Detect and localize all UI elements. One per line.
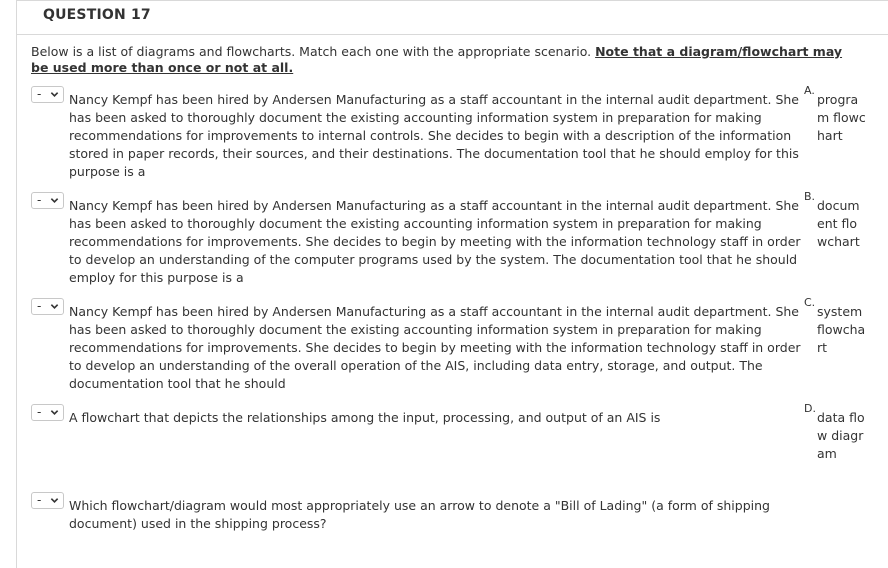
question-prompt-4: A flowchart that depicts the relationships among the input, processing, and output of an AIS is <box>69 410 661 425</box>
option-text: program flowchart <box>817 92 866 143</box>
answer-select-2[interactable] <box>31 192 64 209</box>
answer-select-3[interactable] <box>31 298 64 315</box>
question-prompt-3: Nancy Kempf has been hired by Andersen Manufacturing as a staff accountant in the internal audit department. She has been asked to thoroughly document the existing accounting information system in preparation for making recommendations for improvements. She decides to begin by meeting with the information technology staff in order to develop an understanding of the overall operation of the AIS, including data entry, storage, and output. The documentation tool that he should <box>69 304 801 391</box>
option-text: document flowchart <box>817 198 860 249</box>
option-letter: C. <box>804 296 816 309</box>
answer-select-4[interactable] <box>31 404 64 421</box>
question-prompt-2: Nancy Kempf has been hired by Andersen Manufacturing as a staff accountant in the internal audit department. She has been asked to thoroughly document the existing accounting information system in preparation for making recommendations for improvements. She decides to begin by meeting with the information technology staff in order to develop an understanding of the computer programs used by the system. The documentation tool that he should employ for this purpose is a <box>69 198 801 285</box>
question-prompt-1: Nancy Kempf has been hired by Andersen Manufacturing as a staff accountant in the internal audit department. She has been asked to thoroughly document the existing accounting information system in preparation for making recommendations for improvements to internal controls. She decides to begin with a description of the information stored in paper records, their sources, and their destinations. The documentation tool that he should employ for this purpose is a <box>69 92 799 179</box>
option-letter: A. <box>804 84 815 97</box>
instructions-text: Below is a list of diagrams and flowcharts. Match each one with the appropriate scenario. <box>31 44 596 59</box>
chevron-down-icon <box>50 496 59 505</box>
answer-select-value: - <box>37 405 42 419</box>
chevron-down-icon <box>50 302 59 311</box>
chevron-down-icon <box>50 408 59 417</box>
answer-select-1[interactable] <box>31 86 64 103</box>
answer-select-value: - <box>37 193 42 207</box>
option-text: data flow diagram <box>817 410 865 461</box>
question-prompt-5: Which flowchart/diagram would most appropriately use an arrow to denote a "Bill of Lading" (a form of shipping document) used in the shipping process? <box>69 498 770 531</box>
option-letter: D. <box>804 402 816 415</box>
answer-select-value: - <box>37 87 42 101</box>
chevron-down-icon <box>50 90 59 99</box>
answer-select-5[interactable] <box>31 492 64 509</box>
option-letter: B. <box>804 190 816 203</box>
instructions <box>31 44 861 76</box>
instructions-emphasis: Note that a diagram/flowchart may be used more than once or not at all. <box>31 44 843 75</box>
question-title: QUESTION 17 <box>43 7 151 23</box>
answer-select-value: - <box>37 493 42 507</box>
answer-select-value: - <box>37 299 42 313</box>
chevron-down-icon <box>50 196 59 205</box>
option-text: system flowchart <box>817 304 866 355</box>
